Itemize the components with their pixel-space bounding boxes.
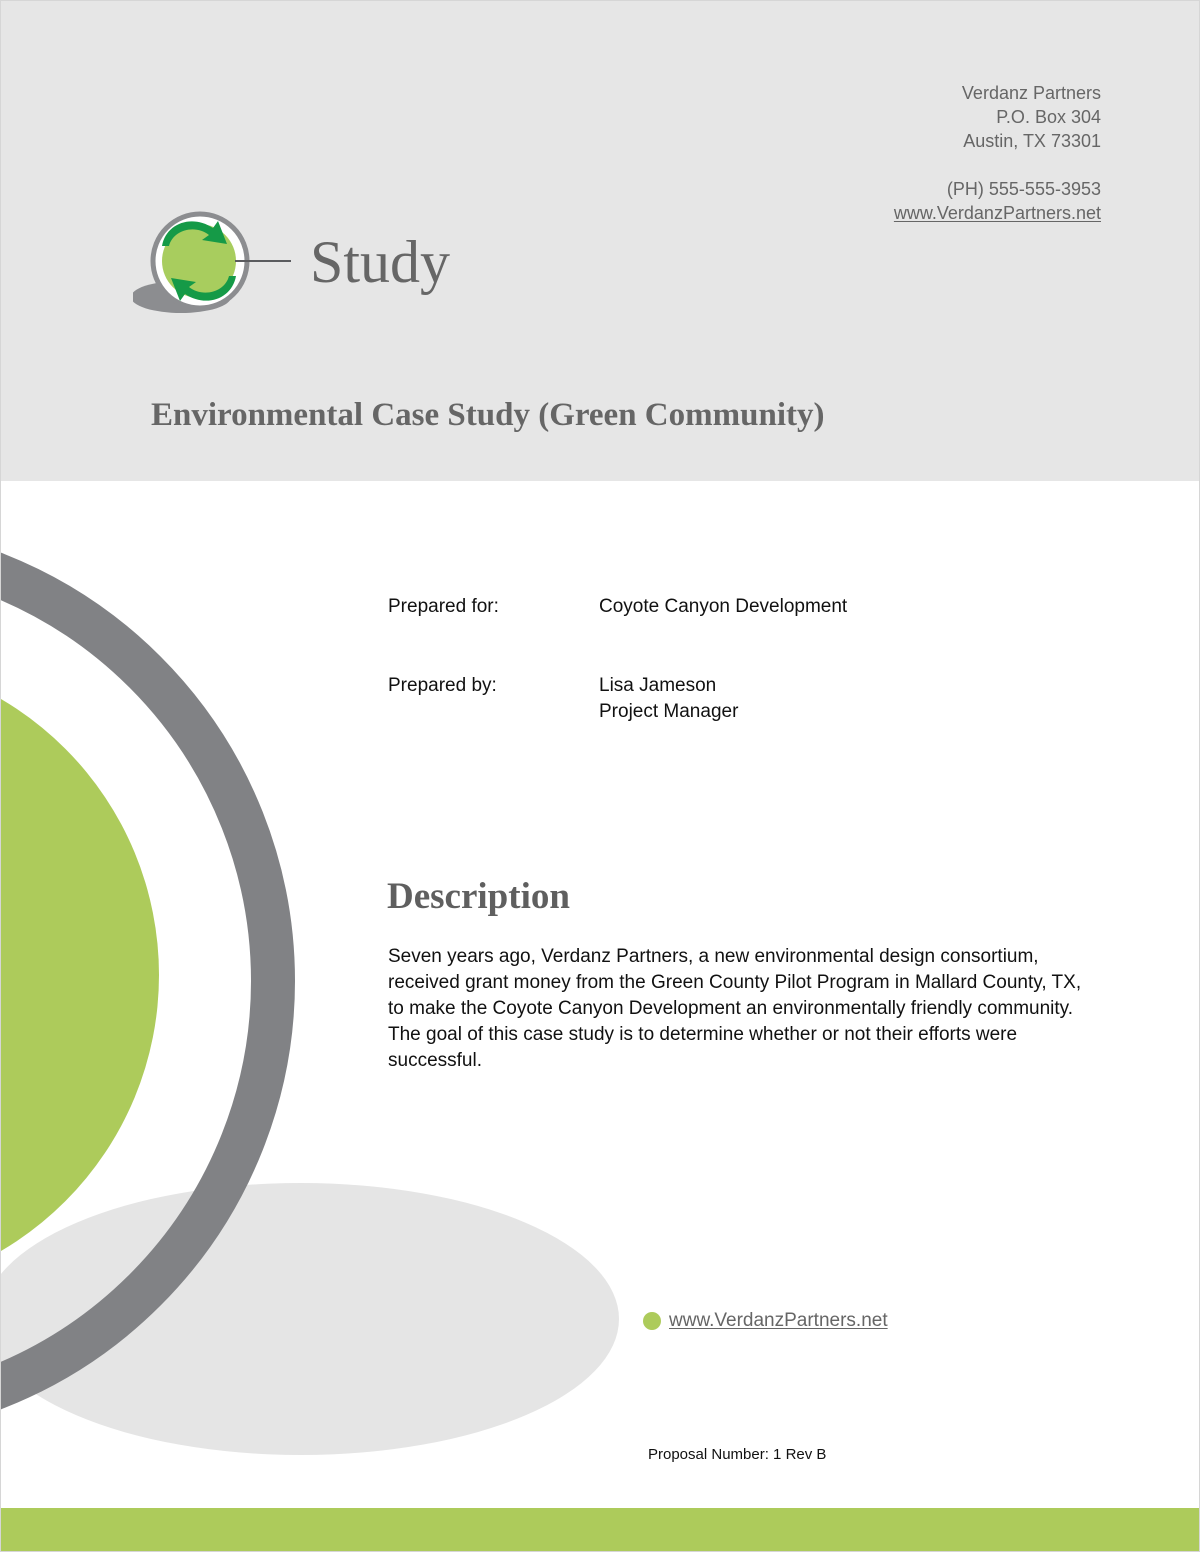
company-contact-block bbox=[681, 81, 1101, 225]
preparer-name: Lisa Jameson bbox=[599, 675, 717, 696]
footer-website-link[interactable] bbox=[643, 1309, 888, 1333]
bottom-accent-bar bbox=[1, 1508, 1200, 1552]
decorative-green-circle bbox=[1, 655, 159, 1295]
preparer-role: Project Manager bbox=[599, 701, 739, 722]
logo-wordmark: Study bbox=[310, 229, 451, 295]
footer-website-text: www.VerdanzPartners.net bbox=[669, 1310, 888, 1331]
company-address-line-1: P.O. Box 304 bbox=[996, 107, 1101, 127]
proposal-number: Proposal Number: 1 Rev B bbox=[648, 1446, 827, 1463]
description-body: Seven years ago, Verdanz Partners, a new environmental design consortium, received grant money from the Green County Pilot Program in Mallard County, TX, to make the Coyote Canyon Development an environmentally friendly community. The goal of this case study is to determine whether or not their efforts were successful. bbox=[388, 946, 1082, 1071]
company-phone: (PH) 555-555-3953 bbox=[946, 179, 1101, 199]
green-dot-icon bbox=[643, 1312, 661, 1330]
prepared-by-value bbox=[599, 673, 1019, 725]
prepared-for-label: Prepared for: bbox=[388, 596, 499, 617]
company-website-link[interactable]: www.VerdanzPartners.net bbox=[893, 203, 1101, 223]
company-address-line-2: Austin, TX 73301 bbox=[963, 131, 1101, 151]
document-title: Environmental Case Study (Green Community) bbox=[151, 397, 825, 433]
prepared-by-label: Prepared by: bbox=[388, 675, 497, 696]
recycle-arrows-logo-icon bbox=[133, 207, 303, 317]
company-name: Verdanz Partners bbox=[961, 83, 1101, 103]
description-heading: Description bbox=[387, 875, 570, 917]
prepared-for-value bbox=[599, 594, 1019, 620]
client-name: Coyote Canyon Development bbox=[599, 596, 848, 617]
